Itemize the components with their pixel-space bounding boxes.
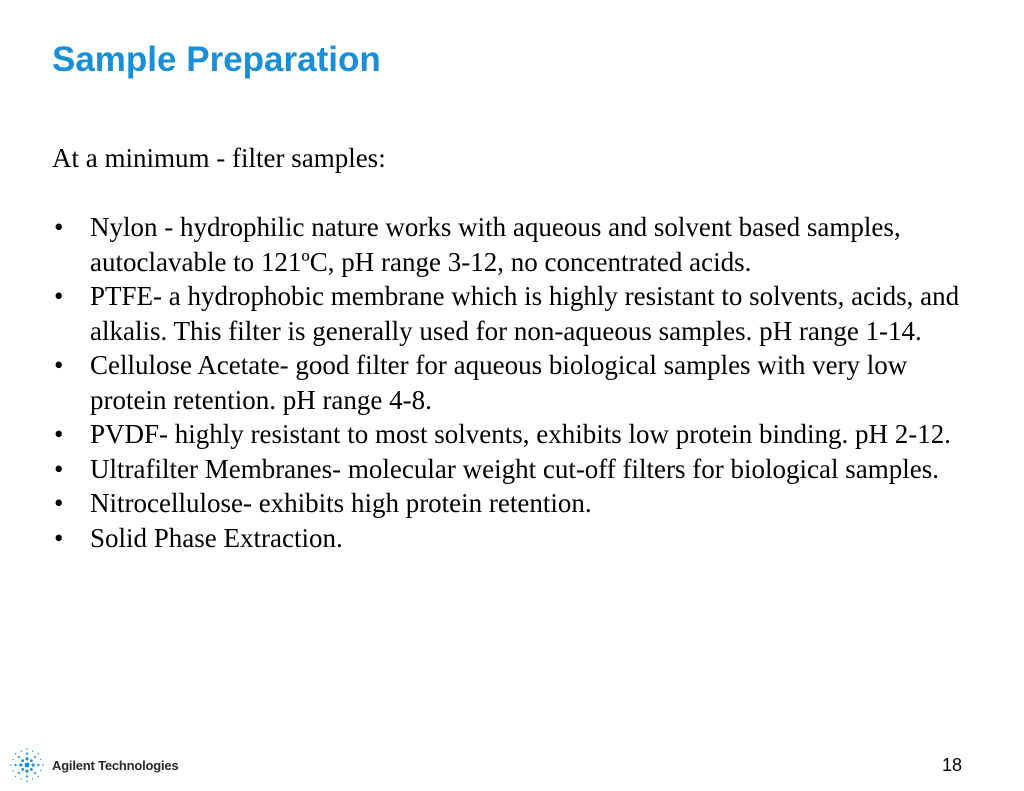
bullet-marker: • [54, 350, 64, 380]
bullet-item-ultrafilter [52, 452, 962, 487]
bullet-text: Nylon - hydrophilic nature works with aqueous and solvent based samples, autoclavable to 121ºC, pH range 3-12, no concentrated acids. [90, 212, 901, 277]
bullet-text: Solid Phase Extraction. [90, 522, 343, 553]
bullet-text: Ultrafilter Membranes- molecular weight cut-off filters for biological samples. [90, 453, 939, 484]
bullet-item-solid-phase-extraction [52, 521, 962, 556]
bullet-marker: • [54, 453, 64, 484]
logo-text: Agilent Technologies [52, 757, 179, 773]
agilent-spark-icon [8, 746, 46, 784]
bullet-text: Cellulose Acetate- good filter for aqueous biological samples with very low protein retention. pH range 4-8. [90, 350, 908, 415]
bullet-marker: • [54, 212, 64, 242]
bullet-item-pvdf [52, 417, 962, 452]
bullet-item-nylon [52, 210, 962, 279]
slide-title: Sample Preparation [52, 40, 381, 79]
intro-text: At a minimum - filter samples: [52, 143, 386, 173]
filter-bullet-list [52, 210, 962, 555]
agilent-logo [8, 742, 179, 788]
page-number: 18 [941, 755, 962, 775]
bullet-text: PTFE- a hydrophobic membrane which is highly resistant to solvents, acids, and alkalis. This filter is generally used for non-aqueous samples. pH range 1-14. [90, 281, 960, 346]
bullet-marker: • [54, 281, 64, 311]
bullet-marker: • [54, 488, 64, 518]
bullet-marker: • [54, 522, 64, 553]
bullet-text: PVDF- highly resistant to most solvents, exhibits low protein binding. pH 2-12. [90, 419, 951, 449]
bullet-text: Nitrocellulose- exhibits high protein retention. [90, 488, 592, 518]
bullet-item-ptfe [52, 279, 962, 348]
bullet-item-cellulose-acetate [52, 348, 962, 417]
bullet-item-nitrocellulose [52, 486, 962, 521]
bullet-marker: • [54, 419, 64, 449]
